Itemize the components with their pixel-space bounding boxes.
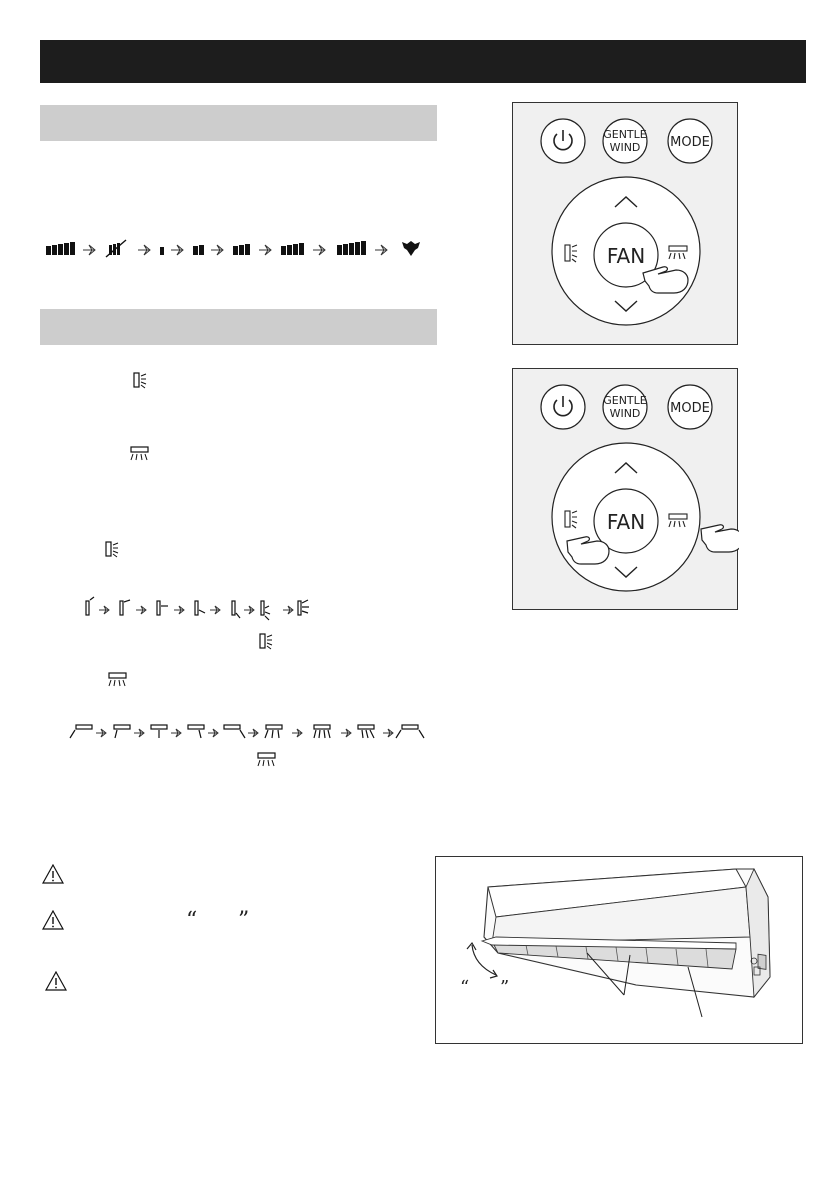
indoor-unit-illustration [435, 856, 803, 1044]
vertical-swing-icon [103, 540, 121, 558]
mode-label: MODE [670, 401, 710, 416]
warning-icon [42, 864, 64, 884]
close-quote: ” [238, 908, 250, 933]
gentle-wind-button [603, 385, 647, 429]
vertical-swing-icon [131, 371, 149, 389]
mode-button [668, 119, 712, 163]
pointing-hand-icon [643, 267, 688, 293]
horizontal-swing-icon [108, 672, 128, 688]
remote-panel-fan-speed [512, 102, 738, 345]
warning-icon [42, 910, 64, 930]
mode-label: MODE [670, 135, 710, 150]
fan-label: FAN [606, 244, 646, 268]
open-quote: “ [186, 908, 198, 933]
remote-panel-swing [512, 368, 738, 610]
section-bar-fan-speed [40, 105, 437, 141]
page-header-bar [40, 40, 806, 83]
gentle-wind-label-line1: GENTLE [603, 128, 647, 141]
fan-speed-1-icon [160, 247, 164, 255]
horizontal-swing-icon [257, 752, 277, 768]
fan-speed-sequence [40, 236, 440, 262]
fan-speed-mute-icon [106, 240, 126, 257]
fan-speed-auto-icon [46, 242, 75, 255]
warning-icon [45, 971, 67, 991]
mode-button [668, 385, 712, 429]
close-quote: ” [500, 977, 510, 998]
fan-speed-5-icon [337, 241, 366, 255]
pointing-hand-icon [701, 525, 739, 552]
fan-speed-turbo-icon [402, 241, 420, 256]
gentle-wind-label-line2: WIND [609, 141, 641, 154]
vertical-swing-icon [257, 632, 275, 650]
horizontal-swing-sequence [62, 722, 432, 746]
section-bar-air-direction [40, 309, 437, 345]
horizontal-swing-icon [130, 446, 150, 462]
fan-speed-2-icon [193, 245, 204, 255]
gentle-wind-label-line2: WIND [609, 407, 641, 420]
gentle-wind-button [603, 119, 647, 163]
gentle-wind-label-line1: GENTLE [603, 394, 647, 407]
fan-speed-4-icon [281, 243, 304, 255]
open-quote: “ [460, 977, 470, 998]
vertical-swing-sequence [80, 596, 330, 622]
fan-speed-3-icon [233, 244, 250, 255]
fan-label: FAN [606, 510, 646, 534]
